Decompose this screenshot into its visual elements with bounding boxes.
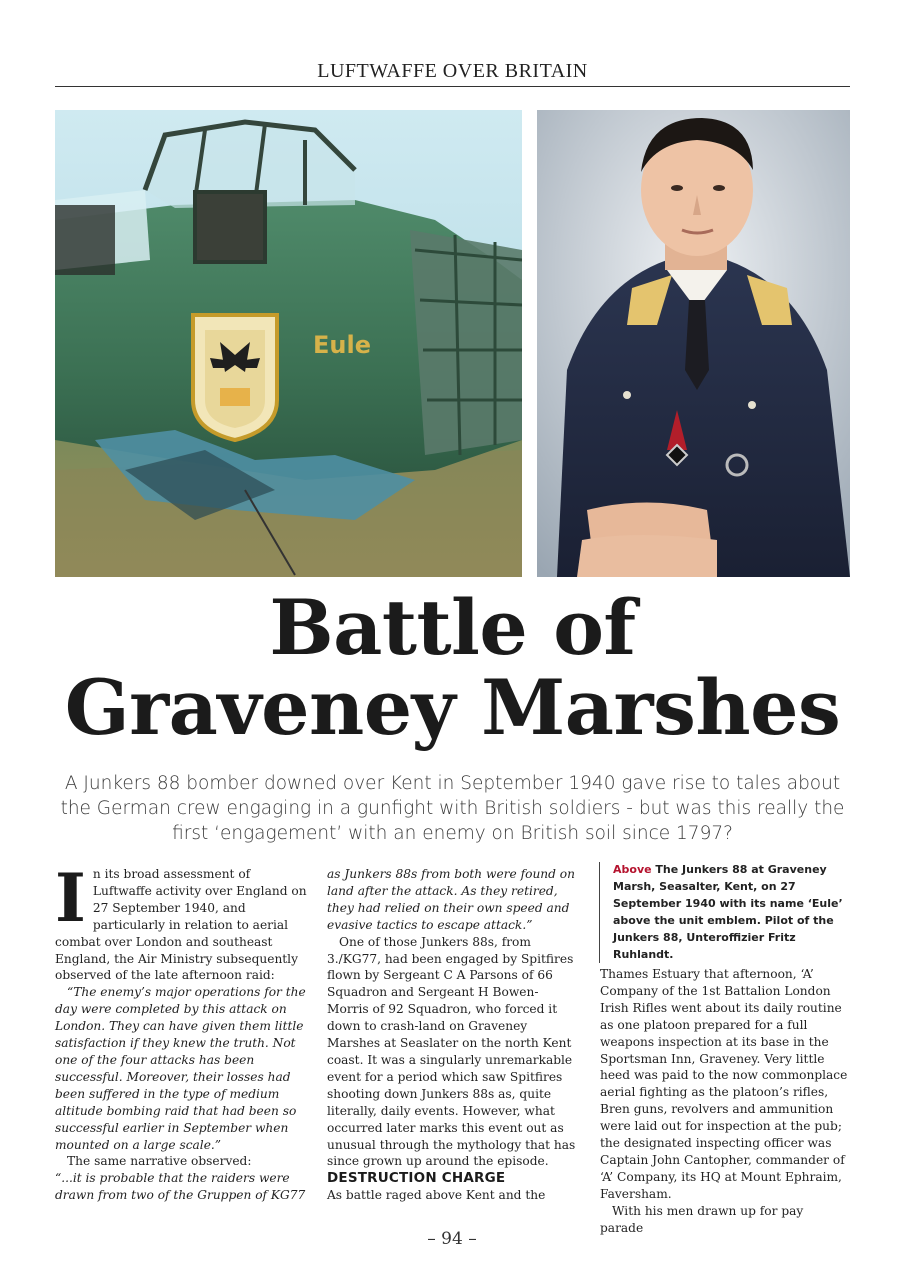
body-column-1 xyxy=(55,859,307,1204)
caption-lead: Above xyxy=(613,863,652,876)
col2-paragraph-3: As battle raged above Kent and the xyxy=(327,1188,546,1203)
section-subhead: DESTRUCTION CHARGE xyxy=(327,1170,506,1187)
col1-paragraph-2: “The enemy’s major operations for the day were completed by this attack on London. They can have given them little satisfaction if they knew the truth. Not one of the four attacks has been successful. Moreover, their losses had been suffered in the type of medium altitude bombing raid that had been so successful earlier in September when mounted on a large scale.” xyxy=(55,985,306,1152)
eule-marking: Eule xyxy=(313,331,371,359)
col1-paragraph-4: “...it is probable that the raiders were drawn from two of the Gruppen of KG77 xyxy=(55,1171,306,1203)
col1-paragraph-3: The same narrative observed: xyxy=(67,1154,252,1169)
col1-paragraph-1: n its broad assessment of Luftwaffe activity over England on 27 September 1940, and particularly in relation to aerial combat over London and southeast England, the Air Ministry subsequently observed of the late afternoon raid: xyxy=(55,867,307,983)
title-line-2: Graveney Marshes xyxy=(64,663,841,752)
photo-caption xyxy=(599,862,849,963)
junkers-88-photo xyxy=(55,110,522,577)
caption-text: The Junkers 88 at Graveney Marsh, Seasalter, Kent, on 27 September 1940 with its name ‘Eule’ above the unit emblem. Pilot of the Junkers 88, Unteroffizier Fritz Ruhlandt. xyxy=(613,863,843,961)
drop-cap: I xyxy=(55,859,86,937)
article-title xyxy=(55,583,850,752)
pilot-portrait-photo xyxy=(537,110,850,577)
title-line-1: Battle of xyxy=(269,583,636,672)
col3-paragraph-2: With his men drawn up for pay parade xyxy=(600,1203,804,1235)
header-rule xyxy=(55,86,850,87)
standfirst: A Junkers 88 bomber downed over Kent in September 1940 gave rise to tales about the German crew engaging in a gunfight with British soldiers - but was this really the first ‘engagement’ with an enemy on British soil since 1797? xyxy=(60,773,845,844)
running-title: LUFTWAFFE OVER BRITAIN xyxy=(317,60,588,82)
col2-paragraph-2: One of those Junkers 88s, from 3./KG77, had been engaged by Spitfires flown by Sergeant C A Parsons of 66 Squadron and Sergeant H Bowen-Morris of 92 Squadron, who forced it down to crash-land on Graveney Marshes at Seaslater on the north Kent coast. It was a singularly unremarkable event for a period which saw Spitfires shooting down Junkers 88s as, quite literally, daily events. However, what occurred later marks this event out as unusual through the mythology that has since grown up around the episode. xyxy=(327,934,576,1169)
col3-paragraph-1: Thames Estuary that afternoon, ‘A’ Company of the 1st Battalion London Irish Rifles went about its daily routine as one platoon prepared for a full weapons inspection at its base in the Sportsman Inn, Graveney. Very little heed was paid to the now commonplace aerial fighting as the platoon’s rifles, Bren guns, revolvers and ammunition were laid out for inspection at the pub; the designated inspecting officer was Captain John Cantopher, commander of ‘A’ Company, its HQ at Mount Ephraim, Faversham. xyxy=(600,967,848,1201)
body-column-3 xyxy=(600,966,850,1237)
body-column-2 xyxy=(327,866,579,1204)
page-number: – 94 – xyxy=(427,1229,477,1249)
col2-paragraph-1: as Junkers 88s from both were found on land after the attack. As they retired, they had relied on their own speed and evasive tactics to escape attack.” xyxy=(327,867,575,932)
